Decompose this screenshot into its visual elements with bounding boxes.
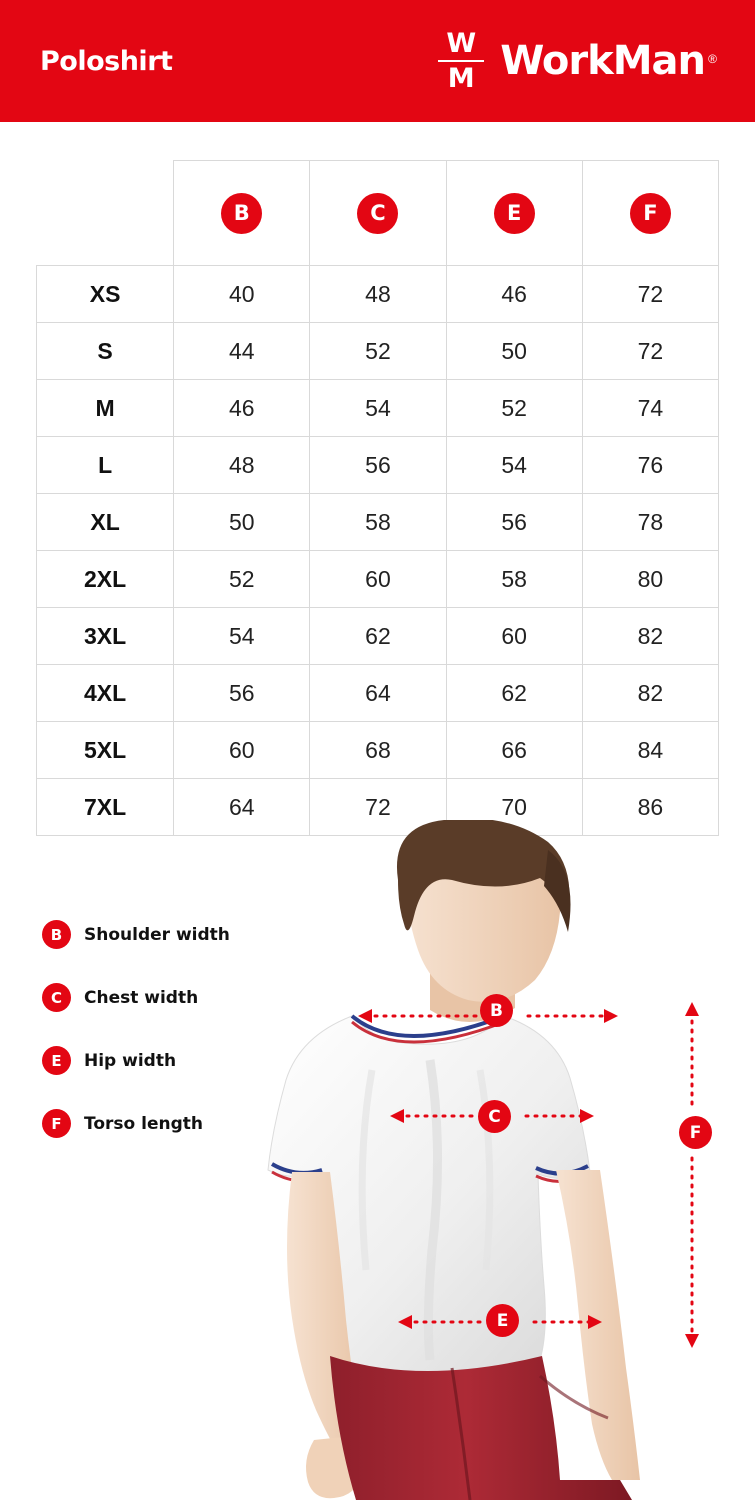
column-header-b <box>174 161 310 266</box>
column-header-e <box>446 161 582 266</box>
column-header-f <box>582 161 718 266</box>
cell-c: 72 <box>310 779 446 836</box>
cell-e: 60 <box>446 608 582 665</box>
row-size-label: XL <box>37 494 174 551</box>
table-corner-cell <box>37 161 174 266</box>
figure-marker-b-icon: B <box>480 994 513 1027</box>
legend-badge-b-icon: B <box>42 920 71 949</box>
cell-b: 46 <box>174 380 310 437</box>
cell-e: 50 <box>446 323 582 380</box>
cell-b: 50 <box>174 494 310 551</box>
size-table-body <box>37 266 719 836</box>
cell-b: 54 <box>174 608 310 665</box>
table-row <box>37 437 719 494</box>
legend-label: Torso length <box>84 1113 203 1134</box>
cell-c: 54 <box>310 380 446 437</box>
cell-e: 58 <box>446 551 582 608</box>
cell-c: 52 <box>310 323 446 380</box>
cell-f: 78 <box>582 494 718 551</box>
cell-c: 60 <box>310 551 446 608</box>
row-size-label: S <box>37 323 174 380</box>
cell-e: 46 <box>446 266 582 323</box>
legend-label: Shoulder width <box>84 924 230 945</box>
badge-f-icon: F <box>630 193 671 234</box>
table-row <box>37 551 719 608</box>
cell-f: 86 <box>582 779 718 836</box>
cell-f: 72 <box>582 266 718 323</box>
cell-f: 80 <box>582 551 718 608</box>
row-size-label: 2XL <box>37 551 174 608</box>
cell-b: 48 <box>174 437 310 494</box>
badge-b-icon: B <box>221 193 262 234</box>
row-size-label: M <box>37 380 174 437</box>
brand-name: WorkMan <box>500 38 705 84</box>
cell-c: 62 <box>310 608 446 665</box>
cell-e: 52 <box>446 380 582 437</box>
legend-badge-f-icon: F <box>42 1109 71 1138</box>
row-size-label: 5XL <box>37 722 174 779</box>
legend-item-chest-width <box>42 983 230 1012</box>
page-header <box>0 0 755 122</box>
table-row <box>37 494 719 551</box>
table-row <box>37 665 719 722</box>
badge-c-icon: C <box>357 193 398 234</box>
legend-label: Chest width <box>84 987 199 1008</box>
brand-monogram-top: W <box>446 28 477 59</box>
row-size-label: 4XL <box>37 665 174 722</box>
legend <box>42 920 230 1138</box>
badge-e-icon: E <box>494 193 535 234</box>
cell-b: 40 <box>174 266 310 323</box>
legend-badge-c-icon: C <box>42 983 71 1012</box>
cell-f: 82 <box>582 665 718 722</box>
cell-e: 54 <box>446 437 582 494</box>
row-size-label: 7XL <box>37 779 174 836</box>
product-title: Poloshirt <box>40 45 173 77</box>
table-row <box>37 266 719 323</box>
cell-b: 60 <box>174 722 310 779</box>
cell-f: 84 <box>582 722 718 779</box>
cell-c: 68 <box>310 722 446 779</box>
legend-item-shoulder-width <box>42 920 230 949</box>
figure-marker-c-icon: C <box>478 1100 511 1133</box>
cell-e: 62 <box>446 665 582 722</box>
table-row <box>37 608 719 665</box>
figure-marker-e-icon: E <box>486 1304 519 1337</box>
cell-c: 48 <box>310 266 446 323</box>
size-table-container <box>0 122 755 836</box>
cell-e: 70 <box>446 779 582 836</box>
cell-f: 74 <box>582 380 718 437</box>
legend-badge-e-icon: E <box>42 1046 71 1075</box>
cell-b: 64 <box>174 779 310 836</box>
cell-c: 64 <box>310 665 446 722</box>
cell-b: 52 <box>174 551 310 608</box>
figure-marker-f-icon: F <box>679 1116 712 1149</box>
brand-logo <box>432 30 715 92</box>
legend-item-torso-length <box>42 1109 230 1138</box>
cell-f: 76 <box>582 437 718 494</box>
brand-monogram-rule <box>438 60 484 62</box>
brand-monogram-bottom: M <box>447 63 475 94</box>
table-row <box>37 323 719 380</box>
cell-e: 66 <box>446 722 582 779</box>
cell-f: 82 <box>582 608 718 665</box>
cell-c: 58 <box>310 494 446 551</box>
table-row <box>37 380 719 437</box>
row-size-label: 3XL <box>37 608 174 665</box>
cell-f: 72 <box>582 323 718 380</box>
legend-label: Hip width <box>84 1050 177 1071</box>
legend-item-hip-width <box>42 1046 230 1075</box>
column-header-c <box>310 161 446 266</box>
cell-c: 56 <box>310 437 446 494</box>
cell-b: 44 <box>174 323 310 380</box>
size-table-head <box>37 161 719 266</box>
row-size-label: XS <box>37 266 174 323</box>
cell-b: 56 <box>174 665 310 722</box>
size-table <box>36 160 719 836</box>
registered-trademark-icon: ® <box>708 52 717 66</box>
brand-monogram-icon <box>432 30 490 92</box>
row-size-label: L <box>37 437 174 494</box>
table-header-row <box>37 161 719 266</box>
table-row <box>37 722 719 779</box>
cell-e: 56 <box>446 494 582 551</box>
